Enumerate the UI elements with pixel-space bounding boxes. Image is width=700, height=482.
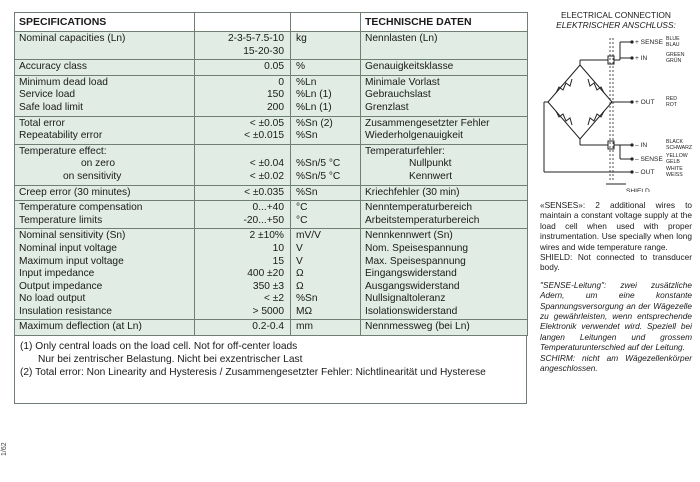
spec-cell-unit — [291, 201, 361, 229]
spec-cell-de — [361, 144, 528, 185]
spec-cell-en — [15, 320, 195, 336]
spec-val-text: 400 ±20 — [247, 268, 284, 280]
spec-de-text: Grenzlast — [365, 101, 409, 113]
spec-en-text: No load output — [19, 293, 86, 305]
spec-en-text: Temperature effect: — [19, 145, 107, 157]
spec-cell-val — [195, 320, 291, 336]
spec-cell-en — [15, 201, 195, 229]
spec-unit-text: °C — [296, 214, 308, 226]
spec-en-text: Maximum deflection (at Ln) — [19, 321, 142, 333]
spec-de-text: Isolationswiderstand — [365, 305, 458, 317]
color-black: BLACK — [666, 139, 684, 145]
spec-en-text: Nominal capacities (Ln) — [19, 33, 126, 44]
spec-val-text: 2-3-5-7.5-10 — [227, 33, 284, 44]
side-code: 1/62 — [1, 442, 8, 456]
spec-cell-de — [361, 185, 528, 201]
label-minus-in: – IN — [635, 142, 648, 149]
spec-cell-en — [15, 32, 195, 60]
spec-val-text: < ±0.05 — [249, 117, 284, 129]
spec-val-text: < ±2 — [263, 293, 284, 305]
spec-de-text: Arbeitstemperaturbereich — [365, 214, 480, 226]
spec-cell-de — [361, 116, 528, 144]
spec-de-text: Nullpunkt — [409, 158, 452, 170]
spec-val-text: 15-20-30 — [243, 45, 284, 57]
header-blank — [291, 13, 361, 32]
spec-unit-text: % — [296, 61, 306, 73]
spec-cell-en — [15, 144, 195, 185]
footnote-1-german: Nur bei zentrischer Belastung. Nicht bei exzentrischer Last — [38, 354, 303, 366]
spec-row — [15, 144, 528, 185]
spec-unit-text: %Ln — [296, 76, 317, 88]
connection-title-german: ELEKTRISCHER ANSCHLUSS: — [556, 20, 676, 30]
spec-de-text: Nom. Speisespannung — [365, 242, 469, 254]
spec-unit-text: %Sn — [296, 293, 318, 305]
spec-cell-unit — [291, 116, 361, 144]
label-plus-in: + IN — [635, 55, 648, 62]
footnote-2: (2) Total error: Non Linearity and Hysteresis / Zusammengesetzter Fehler: Nichtlinearität und Hysterese — [20, 367, 486, 379]
spec-unit-text: mV/V — [296, 230, 321, 242]
spec-row — [15, 75, 528, 116]
spec-val-text: 350 ±3 — [252, 280, 284, 292]
spec-unit-text: %Sn/5 °C — [296, 170, 341, 182]
spec-de-text: Genauigkeitsklasse — [365, 61, 454, 73]
color-blue: BLUE — [666, 36, 680, 42]
spec-cell-en — [15, 229, 195, 320]
spec-de-text: Kriechfehler (30 min) — [365, 186, 460, 198]
spec-unit-text: mm — [296, 321, 313, 333]
spec-en-text: Output impedance — [19, 280, 103, 292]
spec-row — [15, 60, 528, 76]
spec-en-text: on zero — [81, 158, 115, 170]
connection-title: ELECTRICAL CONNECTION — [561, 10, 671, 20]
spec-unit-text: %Sn — [296, 130, 318, 142]
spec-cell-val — [195, 201, 291, 229]
label-plus-out: + OUT — [635, 99, 655, 106]
spec-de-text: Kennwert — [409, 170, 453, 182]
spec-cell-de — [361, 320, 528, 336]
spec-val-text: -20...+50 — [243, 214, 284, 226]
color-rot: ROT — [666, 102, 677, 108]
color-blau: BLAU — [666, 42, 680, 48]
wheatstone-bridge — [544, 56, 620, 172]
footnote-1: (1) Only central loads on the load cell. Not for off-center loads — [20, 341, 298, 353]
spec-val-text: 0.05 — [264, 61, 284, 73]
connection-panel — [540, 10, 692, 374]
spec-unit-text: %Ln (1) — [296, 89, 332, 101]
spec-unit-text: %Sn/5 °C — [296, 158, 341, 170]
spec-val-text: 0.2-0.4 — [252, 321, 284, 333]
spec-cell-unit — [291, 185, 361, 201]
spec-val-text: 150 — [267, 89, 284, 101]
spec-unit-text: MΩ — [296, 305, 313, 317]
spec-de-text: Ausgangswiderstand — [365, 280, 460, 292]
spec-row — [15, 185, 528, 201]
color-yellow: YELLOW — [666, 153, 688, 159]
color-gruen: GRÜN — [666, 58, 682, 64]
spec-unit-text: %Sn — [296, 186, 318, 198]
wire-terminals — [630, 40, 633, 173]
spec-unit-text: Ω — [296, 268, 304, 280]
spec-unit-text: °C — [296, 202, 308, 214]
spec-val-text: < ±0.02 — [249, 170, 284, 182]
spec-val-text: > 5000 — [252, 305, 284, 317]
wiring-diagram — [540, 32, 692, 192]
spec-cell-val — [195, 144, 291, 185]
spec-en-text: Maximum input voltage — [19, 255, 124, 267]
spec-cell-unit — [291, 60, 361, 76]
spec-cell-en — [15, 116, 195, 144]
spec-de-text: Nennmessweg (bei Ln) — [365, 321, 470, 333]
color-gelb: GELB — [666, 159, 680, 165]
senses-description — [540, 200, 692, 273]
spec-cell-val — [195, 116, 291, 144]
spec-cell-en — [15, 60, 195, 76]
spec-de-text: Temperaturfehler: — [365, 145, 445, 157]
spec-en-text: Nominal input voltage — [19, 242, 117, 254]
wire-labels — [626, 39, 664, 192]
spec-cell-de — [361, 229, 528, 320]
color-weiss: WEISS — [666, 172, 683, 178]
spec-de-text: Max. Speisespannung — [365, 255, 466, 267]
header-specifications: SPECIFICATIONS — [15, 13, 195, 32]
label-shield: SHIELD — [626, 188, 650, 192]
spec-en-text: Temperature compensation — [19, 202, 143, 214]
spec-unit-text: V — [296, 255, 303, 267]
spec-unit-text: %Sn (2) — [296, 117, 333, 129]
spec-cell-en — [15, 185, 195, 201]
spec-en-text: Repeatability error — [19, 130, 103, 142]
footnotes — [14, 336, 527, 404]
spec-unit-text: Ω — [296, 280, 304, 292]
spec-cell-unit — [291, 229, 361, 320]
spec-de-text: Wiederholgenauigkeit — [365, 130, 463, 142]
spec-cell-val — [195, 32, 291, 60]
spec-row — [15, 116, 528, 144]
spec-en-text: Service load — [19, 89, 76, 101]
color-white: WHITE — [666, 166, 683, 172]
spec-row — [15, 32, 528, 60]
spec-cell-en — [15, 75, 195, 116]
spec-val-text: 2 ±10% — [249, 230, 284, 242]
spec-val-text: 0 — [278, 76, 284, 88]
spec-table-container — [14, 12, 527, 404]
spec-de-text: Nennkennwert (Sn) — [365, 230, 453, 242]
senses-text-german: "SENSE-Leitung": zwei zusätzliche Adern, um eine konstante Spannungsversorgung an der Wägezelle zu gewährleisten, wenn entsprechende Elektronik verwendet wird. Speziell bei langen Leitungen und grossem Temperaturunterschied auf der Leitung. — [540, 279, 692, 353]
spec-en-text: Nominal sensitivity (Sn) — [19, 230, 126, 242]
color-red: RED — [666, 96, 677, 102]
spec-unit-text: V — [296, 242, 303, 254]
spec-val-text: 15 — [272, 255, 284, 267]
spec-val-text — [199, 146, 284, 159]
spec-unit-text — [296, 146, 356, 159]
spec-de-text: Nennlasten (Ln) — [365, 33, 438, 44]
spec-en-text: Total error — [19, 117, 65, 129]
spec-row — [15, 229, 528, 320]
color-green: GREEN — [666, 52, 685, 58]
spec-unit-text: kg — [296, 33, 307, 44]
spec-cell-de — [361, 32, 528, 60]
spec-cell-unit — [291, 32, 361, 60]
wire-colors — [666, 36, 692, 178]
spec-cell-val — [195, 185, 291, 201]
spec-cell-val — [195, 60, 291, 76]
spec-val-text: 10 — [272, 242, 284, 254]
spec-val-text: 0...+40 — [252, 202, 284, 214]
spec-en-text: Safe load limit — [19, 101, 83, 113]
spec-val-text: < ±0.035 — [244, 186, 284, 198]
spec-row — [15, 320, 528, 336]
spec-en-text: Input impedance — [19, 268, 95, 280]
spec-en-text: on sensitivity — [63, 170, 122, 182]
spec-en-text: Insulation resistance — [19, 305, 112, 317]
spec-cell-unit — [291, 144, 361, 185]
label-minus-sense: – SENSE — [635, 156, 663, 163]
spec-val-text: < ±0.04 — [249, 158, 284, 170]
spec-en-text: Accuracy class — [19, 61, 87, 73]
spec-de-text: Nullsignaltoleranz — [365, 293, 446, 305]
spec-de-text: Gebrauchslast — [365, 89, 431, 101]
spec-cell-de — [361, 60, 528, 76]
spec-cell-val — [195, 75, 291, 116]
spec-de-text: Zusammengesetzter Fehler — [365, 117, 490, 129]
spec-val-text: 200 — [267, 101, 284, 113]
spec-cell-val — [195, 229, 291, 320]
label-minus-out: – OUT — [635, 169, 655, 176]
header-blank — [195, 13, 291, 32]
spec-de-text: Nenntemperaturbereich — [365, 202, 473, 214]
spec-de-text: Minimale Vorlast — [365, 76, 440, 88]
senses-text: «SENSES»: 2 additional wires to maintain a constant voltage supply at the load cell when used with proper instrumentation. Use specially when long wires and wide temperature range. — [540, 200, 692, 252]
senses-description-german — [540, 280, 692, 374]
spec-cell-unit — [291, 320, 361, 336]
spec-en-text: Temperature limits — [19, 214, 103, 226]
spec-unit-text: %Ln (1) — [296, 101, 332, 113]
spec-de-text: Eingangswiderstand — [365, 268, 457, 280]
spec-row — [15, 201, 528, 229]
shield-text-german: SCHIRM: nicht am Wägezellenkörper angeschlossen. — [540, 352, 692, 374]
label-plus-sense: + SENSE — [635, 39, 664, 46]
spec-cell-de — [361, 75, 528, 116]
spec-cell-de — [361, 201, 528, 229]
spec-en-text: Creep error (30 minutes) — [19, 186, 131, 198]
color-schwarz: SCHWARZ — [666, 145, 692, 151]
header-technische-daten: TECHNISCHE DATEN — [361, 13, 528, 32]
spec-val-text: < ±0.015 — [244, 130, 284, 142]
shield-text: SHIELD: Not connected to transducer body. — [540, 252, 692, 273]
table-header-row — [15, 13, 528, 32]
spec-en-text: Minimum dead load — [19, 76, 108, 88]
spec-table — [14, 12, 528, 336]
spec-cell-unit — [291, 75, 361, 116]
